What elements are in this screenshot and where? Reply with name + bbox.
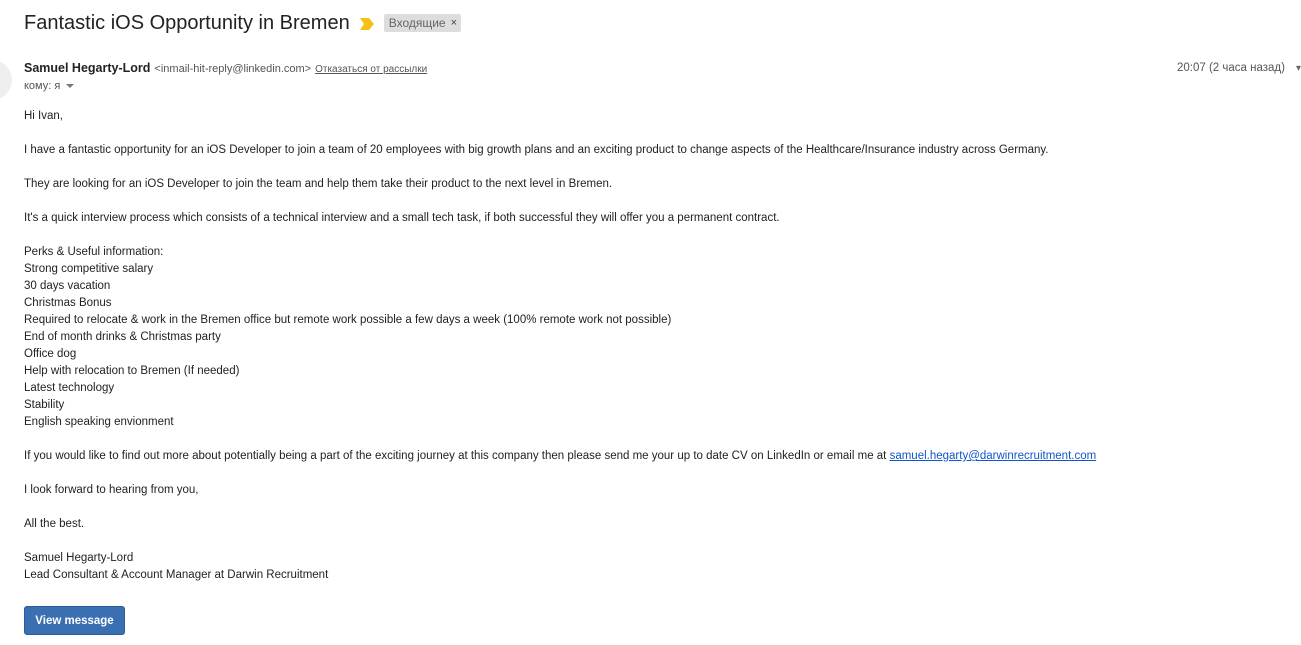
- closing-regards: All the best.: [24, 518, 85, 530]
- perks-block: [24, 244, 1244, 431]
- perk-item: End of month drinks & Christmas party: [24, 331, 221, 343]
- email-body: [24, 108, 1244, 601]
- perk-item: Strong competitive salary: [24, 263, 154, 275]
- label-chip-text: Входящие: [388, 15, 446, 30]
- signature: [24, 550, 1244, 584]
- perk-item: Christmas Bonus: [24, 297, 112, 309]
- importance-marker-icon[interactable]: [360, 17, 374, 29]
- avatar: [0, 60, 12, 100]
- show-details-caret-icon[interactable]: [66, 84, 74, 88]
- contact-email-link[interactable]: samuel.hegarty@darwinrecruitment.com: [889, 450, 1097, 462]
- perk-item: Stability: [24, 399, 65, 411]
- paragraph-process: It's a quick interview process which consists of a technical interview and a small tech task, if both successful they will offer you a permanent contract.: [24, 212, 780, 224]
- paragraph-team: They are looking for an iOS Developer to join the team and help them take their product to the next level in Bremen.: [24, 178, 613, 190]
- more-options-icon[interactable]: ▾: [1296, 63, 1301, 74]
- sender-email: <inmail-hit-reply@linkedin.com>: [154, 63, 312, 75]
- perk-item: Help with relocation to Bremen (If needed): [24, 365, 240, 377]
- inbox-label-chip[interactable]: [384, 14, 461, 32]
- remove-label-icon[interactable]: ×: [450, 16, 458, 29]
- paragraph-intro: I have a fantastic opportunity for an iOS Developer to join a team of 20 employees with big growth plans and an exciting product to change aspects of the Healthcare/Insurance industry across Germany.: [24, 144, 1049, 156]
- cta-text: If you would like to find out more about potentially being a part of the exciting journey at this company then please send me your up to date CV on LinkedIn or email me at: [24, 450, 890, 462]
- email-subject: Fantastic iOS Opportunity in Bremen: [24, 11, 350, 34]
- perk-item: Latest technology: [24, 382, 115, 394]
- signature-title: Lead Consultant & Account Manager at Darwin Recruitment: [24, 569, 329, 581]
- perk-item: Office dog: [24, 348, 77, 360]
- view-message-button[interactable]: View message: [24, 606, 125, 635]
- subject-row: [24, 8, 461, 38]
- signature-name: Samuel Hegarty-Lord: [24, 552, 134, 564]
- sender-name: Samuel Hegarty-Lord: [24, 61, 151, 75]
- perk-item: English speaking envionment: [24, 416, 174, 428]
- email-timestamp: 20:07 (2 часа назад): [1177, 62, 1285, 74]
- paragraph-cta: [24, 448, 1244, 465]
- recipient-row: [24, 80, 74, 92]
- perks-title: Perks & Useful information:: [24, 246, 164, 258]
- perk-item: Required to relocate & work in the Bremen office but remote work possible a few days a week (100% remote work not possible): [24, 314, 672, 326]
- unsubscribe-link[interactable]: Отказаться от рассылки: [315, 64, 428, 75]
- sender-row: [24, 61, 1301, 79]
- recipient-label: кому: я: [24, 80, 61, 92]
- perk-item: 30 days vacation: [24, 280, 111, 292]
- greeting: Hi Ivan,: [24, 110, 63, 122]
- closing-line: I look forward to hearing from you,: [24, 484, 199, 496]
